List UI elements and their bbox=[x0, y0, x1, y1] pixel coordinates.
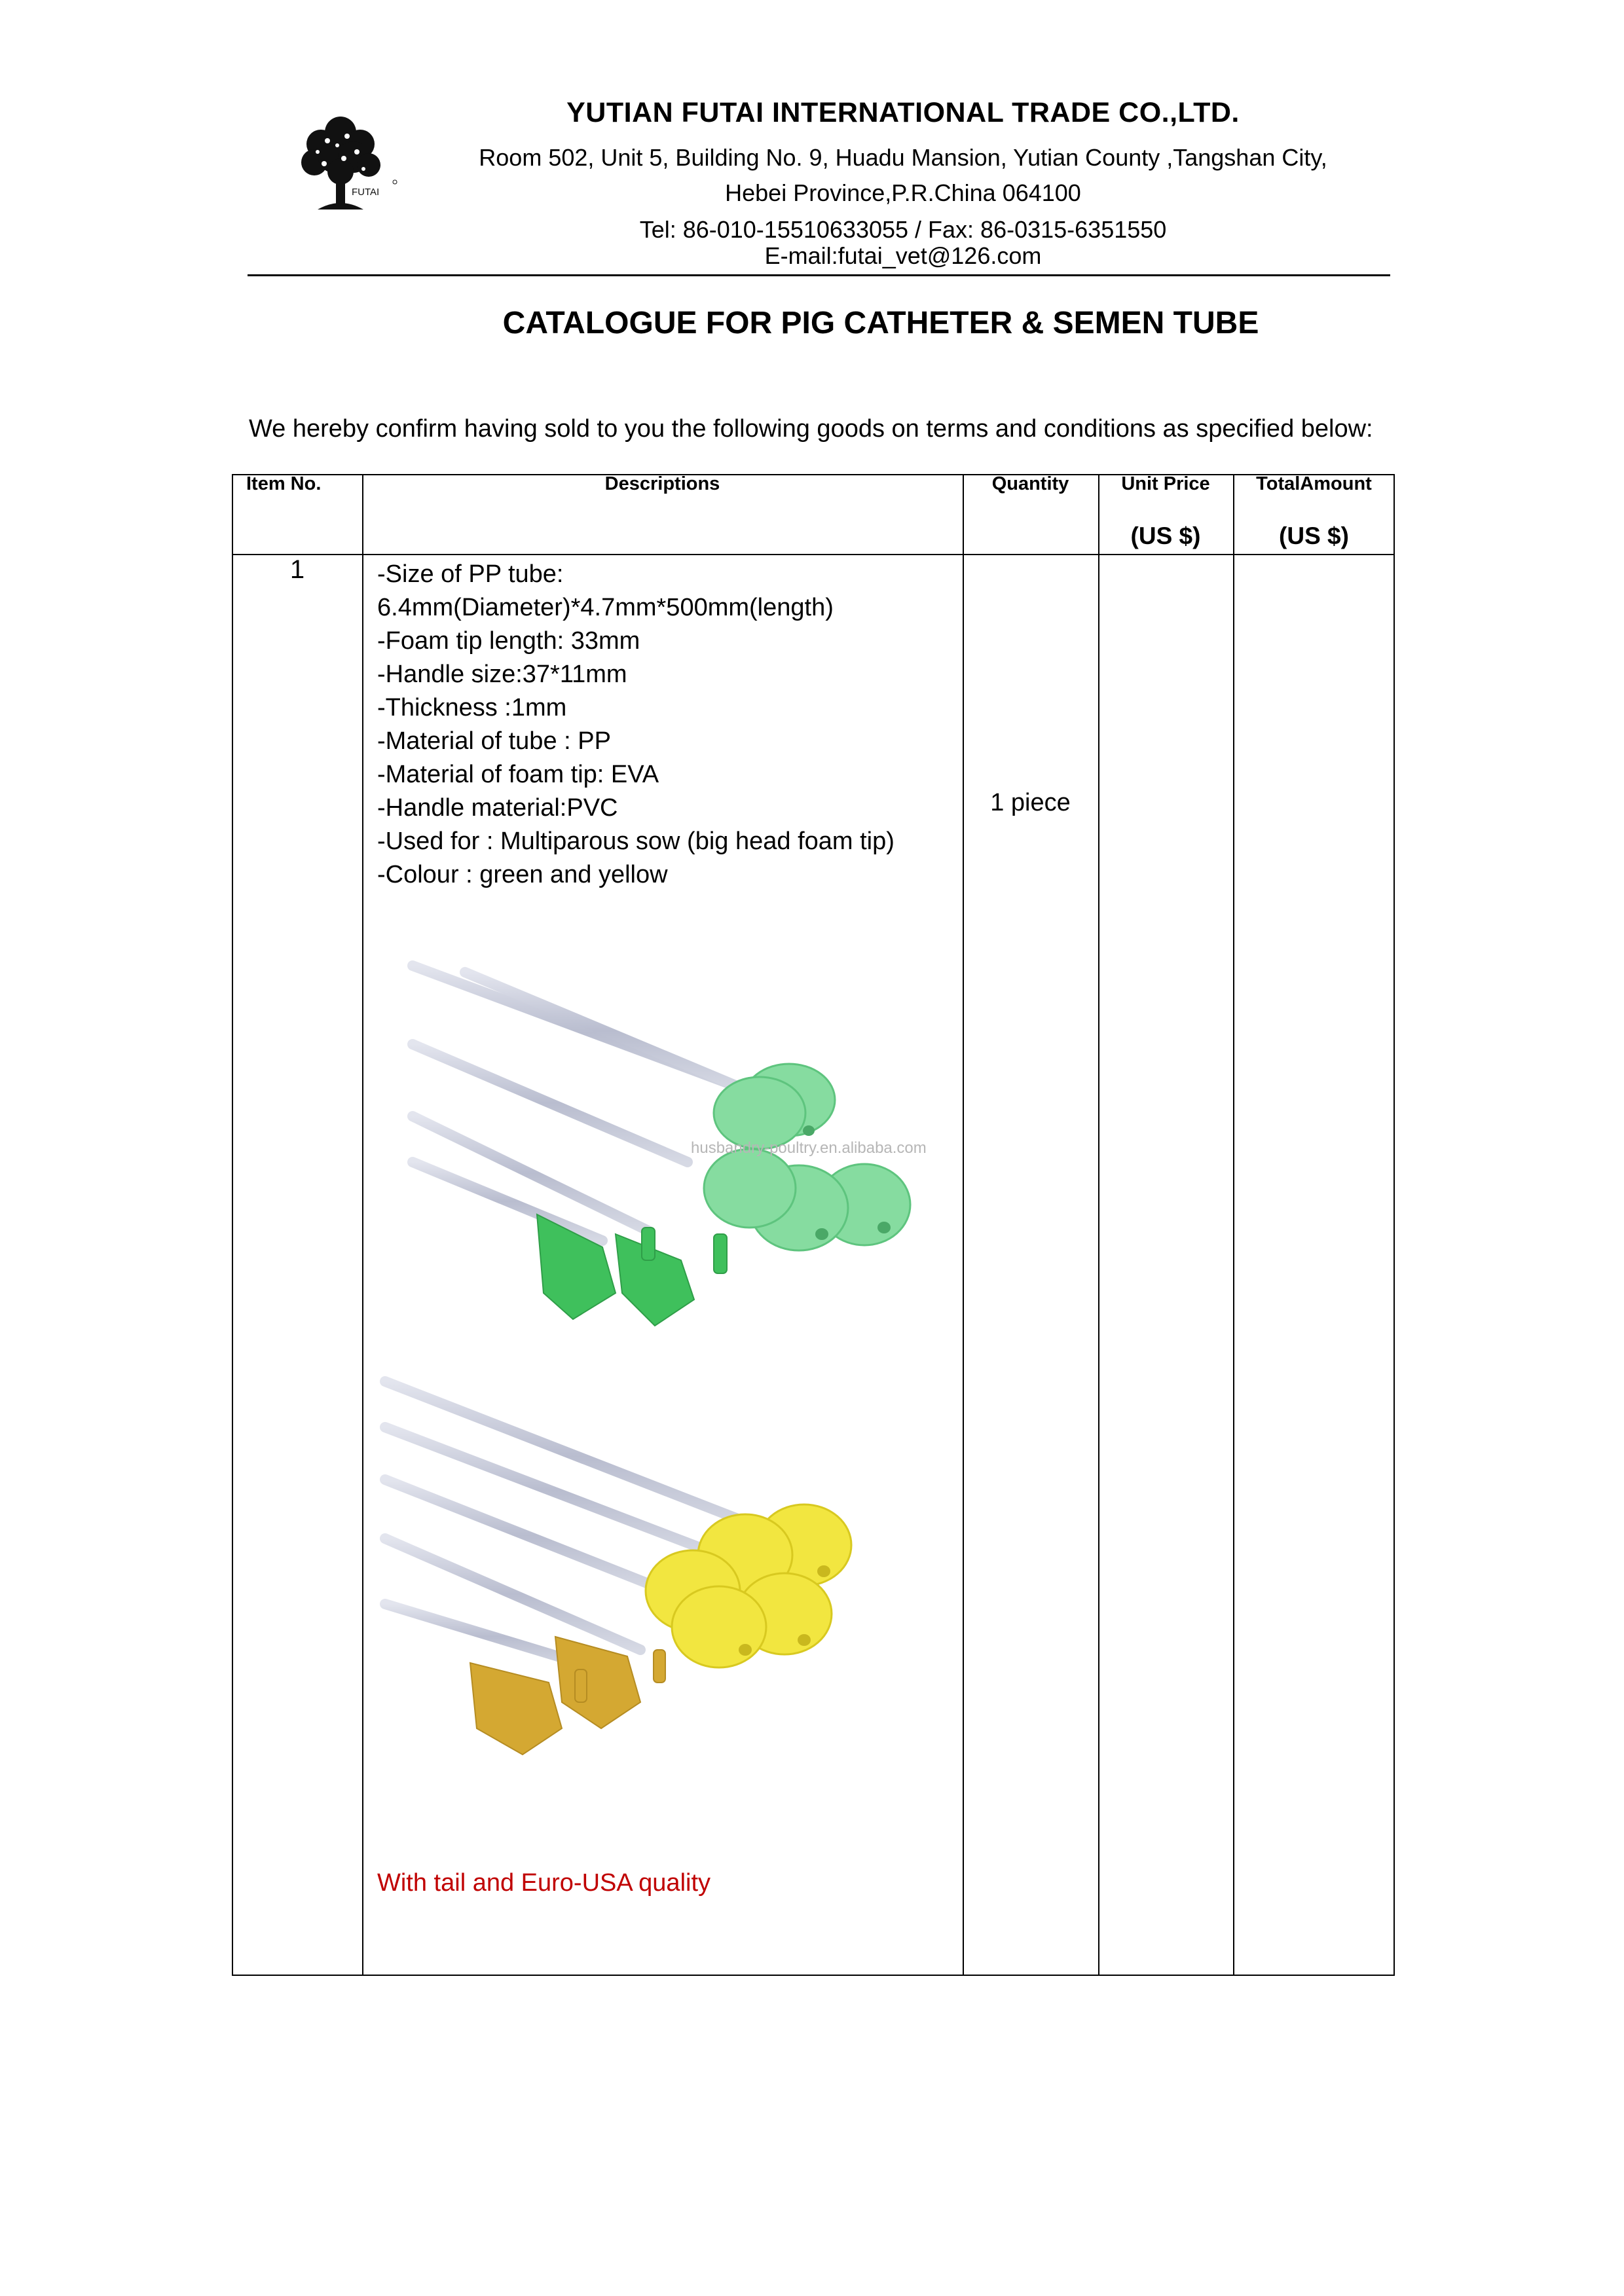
description-line: -Thickness :1mm bbox=[377, 694, 567, 721]
green-catheter-image bbox=[406, 953, 950, 1372]
company-email: E-mail:futai_vet@126.com bbox=[764, 242, 1042, 269]
company-name: YUTIAN FUTAI INTERNATIONAL TRADE CO.,LTD. bbox=[566, 97, 1240, 128]
intro-text: We hereby confirm having sold to you the following goods on terms and conditions as specified below: bbox=[249, 415, 1373, 443]
quality-note: With tail and Euro-USA quality bbox=[377, 1869, 711, 1897]
description-line: -Handle size:37*11mm bbox=[377, 661, 627, 688]
description-line: -Colour : green and yellow bbox=[377, 861, 668, 888]
description-line: -Foam tip length: 33mm bbox=[377, 627, 640, 655]
description-line: -Material of tube : PP bbox=[377, 727, 611, 755]
header-divider bbox=[248, 274, 1390, 276]
description-line: 6.4mm(Diameter)*4.7mm*500mm(length) bbox=[377, 594, 834, 621]
unit-price-currency: (US $) bbox=[1130, 522, 1201, 549]
table-column-divider bbox=[1098, 474, 1099, 1976]
description-line: -Handle material:PVC bbox=[377, 794, 618, 822]
header-item-no: Item No. bbox=[246, 473, 322, 494]
header-unit-price: Unit Price bbox=[1121, 473, 1210, 494]
header-quantity: Quantity bbox=[991, 473, 1069, 494]
image-watermark: husbandry-poultry.en.alibaba.com bbox=[691, 1139, 927, 1157]
table-header-divider bbox=[232, 554, 1395, 555]
row-quantity: 1 piece bbox=[990, 789, 1071, 816]
table-column-divider bbox=[963, 474, 964, 1976]
document-title: CATALOGUE FOR PIG CATHETER & SEMEN TUBE bbox=[502, 306, 1259, 340]
description-line: -Used for : Multiparous sow (big head foam tip) bbox=[377, 828, 895, 855]
company-address-line2: Hebei Province,P.R.China 064100 bbox=[725, 179, 1081, 206]
header-descriptions: Descriptions bbox=[604, 473, 720, 494]
table-column-divider bbox=[362, 474, 363, 1976]
company-address-line1: Room 502, Unit 5, Building No. 9, Huadu Mansion, Yutian County ,Tangshan City, bbox=[479, 144, 1327, 171]
row-description-list bbox=[377, 558, 895, 892]
logo-wordmark: FUTAI bbox=[352, 187, 380, 198]
company-contact: Tel: 86-010-15510633055 / Fax: 86-0315-6351550 bbox=[639, 216, 1167, 243]
description-line: -Size of PP tube: bbox=[377, 560, 564, 588]
total-amount-currency: (US $) bbox=[1279, 522, 1349, 549]
yellow-catheter-image bbox=[378, 1375, 942, 1787]
header-total-amount: TotalAmount bbox=[1256, 473, 1372, 494]
row-item-no: 1 bbox=[289, 555, 305, 584]
table-column-divider bbox=[1233, 474, 1234, 1976]
description-line: -Material of foam tip: EVA bbox=[377, 761, 659, 788]
